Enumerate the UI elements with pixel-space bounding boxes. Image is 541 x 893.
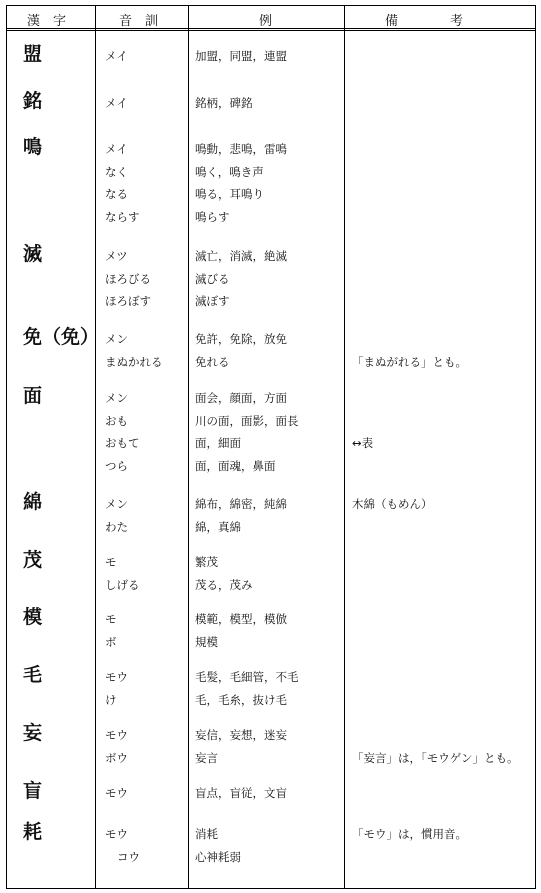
reading-cell: け [105,692,117,707]
column-divider [188,6,189,888]
example-cell: 免れる [195,354,230,369]
example-cell: 盲点，盲従，文盲 [195,786,287,800]
header-reading: 音 訓 [119,14,159,29]
reading-cell: ボウ [105,750,128,765]
reading-cell: メイ [105,49,128,63]
reading-cell: なる [105,187,128,201]
example-cell: 鳴らす [195,209,230,224]
example-cell: 模範，模型，模倣 [195,612,287,626]
example-cell: 妄言 [195,750,218,765]
reading-cell: メイ [105,96,128,110]
example-cell: 妄信，妄想，迷妄 [195,728,287,742]
header-kanji: 漢 字 [27,14,67,29]
reading-cell: モ [105,555,117,569]
header-notes: 備 考 [385,14,464,29]
example-cell: 鳴る，耳鳴り [195,187,264,201]
example-cell: 滅ぼす [195,294,230,308]
reading-cell: モウ [105,670,128,684]
kanji-cell: 面 [23,385,43,407]
header-example: 例 [259,14,273,29]
example-cell: 鳴動，悲鳴，雷鳴 [195,142,287,156]
kanji-cell: 模 [23,606,43,628]
kanji-cell: 盲 [23,780,43,802]
reading-cell: おも [105,413,128,428]
reading-cell: ほろぼす [105,294,151,308]
example-cell: 規模 [195,634,218,649]
example-cell: 綿布，綿密，純綿 [195,497,287,511]
kanji-table [6,5,536,889]
example-cell: 茂る，茂み [195,577,253,592]
reading-cell: まぬかれる [105,354,163,369]
reading-cell: しげる [105,577,140,592]
reading-cell: ほろびる [105,271,151,286]
kanji-cell: 盟 [23,43,43,65]
example-cell: 消耗 [195,827,218,841]
kanji-cell: 滅 [23,243,43,265]
reading-cell: モ [105,612,117,626]
notes-cell: ↔表 [352,436,374,450]
reading-cell: メツ [105,249,128,263]
example-cell: 面会，顔面，方面 [195,391,287,405]
example-cell: 鳴く，鳴き声 [195,164,264,179]
kanji-cell: 綿 [23,491,43,513]
reading-cell: ならす [105,209,140,224]
example-cell: 毛髪，毛細管，不毛 [195,670,299,684]
example-cell: 加盟，同盟，連盟 [195,49,287,63]
reading-cell: メイ [105,142,128,156]
notes-cell: 木綿（もめん） [352,497,433,511]
reading-cell: メン [105,391,128,405]
example-cell: 面，細面 [195,436,241,450]
reading-cell: わた [105,519,128,534]
kanji-cell: 耗 [23,821,43,843]
example-cell: 綿，真綿 [195,519,241,534]
reading-cell: ボ [105,634,117,649]
example-cell: 銘柄，碑銘 [195,96,253,110]
reading-cell: メン [105,332,128,346]
kanji-cell: 鳴 [23,136,43,158]
reading-cell: モウ [105,728,128,742]
example-cell: 心神耗弱 [195,849,241,864]
notes-cell: 「まぬがれる」とも。 [352,354,467,369]
reading-cell: モウ [105,786,128,800]
example-cell: 繁茂 [195,555,218,569]
example-cell: 毛，毛糸，抜け毛 [195,692,287,707]
kanji-cell: 銘 [23,90,43,112]
kanji-cell: 免（免） [23,326,100,348]
reading-cell: なく [105,164,128,179]
column-divider [344,6,345,888]
kanji-cell: 茂 [23,549,43,571]
reading-cell: モウ [105,827,128,841]
reading-cell: コウ [117,849,140,864]
notes-cell: 「モウ」は，慣用音。 [352,827,467,841]
example-cell: 滅びる [195,271,230,286]
kanji-cell: 妄 [23,722,43,744]
example-cell: 免許，免除，放免 [195,332,287,346]
example-cell: 川の面，面影，面長 [195,413,299,428]
kanji-cell: 毛 [23,664,43,686]
column-divider [95,6,96,888]
reading-cell: おもて [105,436,140,450]
reading-cell: メン [105,497,128,511]
reading-cell: つら [105,458,128,473]
example-cell: 滅亡，消滅，絶滅 [195,249,287,263]
notes-cell: 「妄言」は，「モウゲン」とも。 [352,750,519,765]
example-cell: 面，面魂，鼻面 [195,458,276,473]
